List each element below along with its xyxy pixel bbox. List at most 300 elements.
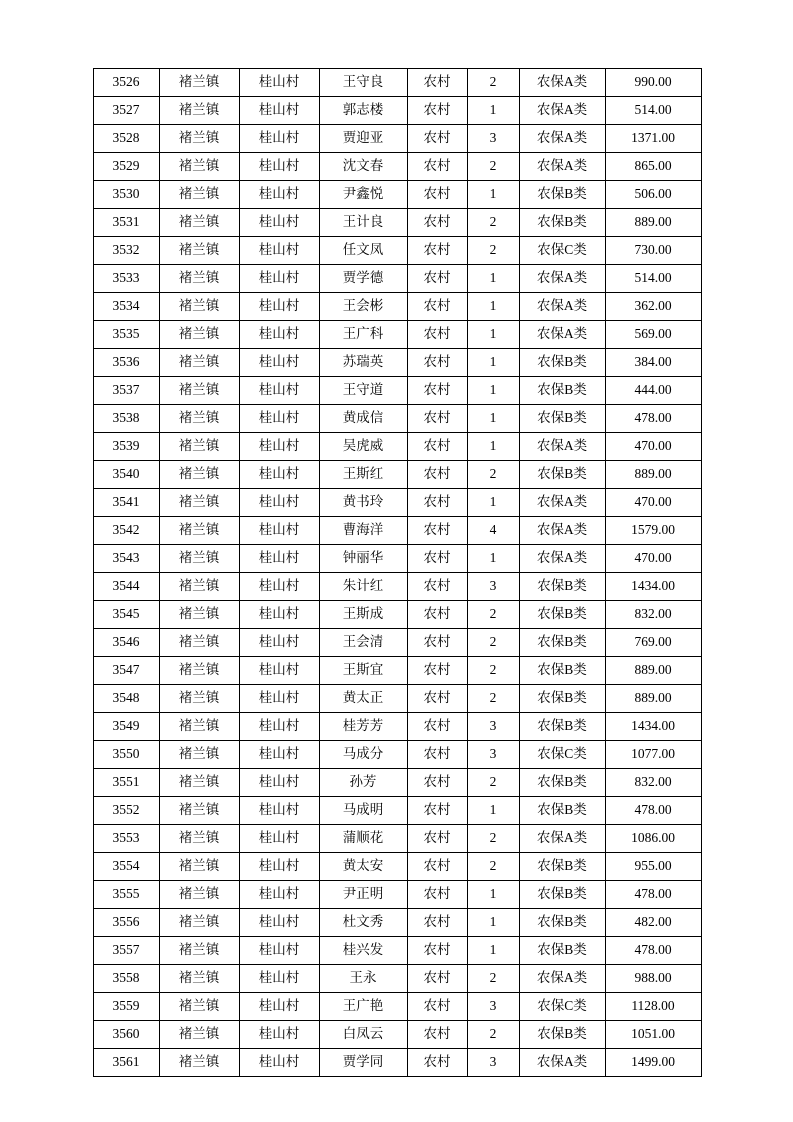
cell-category: 农保B类 <box>519 349 605 377</box>
table-row <box>93 1049 701 1077</box>
cell-seq: 3543 <box>93 545 159 573</box>
cell-category: 农保B类 <box>519 209 605 237</box>
cell-category: 农保B类 <box>519 713 605 741</box>
cell-category: 农保A类 <box>519 433 605 461</box>
table-row <box>93 769 701 797</box>
cell-village: 桂山村 <box>239 293 319 321</box>
cell-type: 农村 <box>407 629 467 657</box>
cell-town: 褚兰镇 <box>159 881 239 909</box>
cell-seq: 3560 <box>93 1021 159 1049</box>
cell-type: 农村 <box>407 293 467 321</box>
cell-town: 褚兰镇 <box>159 629 239 657</box>
cell-town: 褚兰镇 <box>159 237 239 265</box>
cell-type: 农村 <box>407 461 467 489</box>
cell-village: 桂山村 <box>239 209 319 237</box>
cell-type: 农村 <box>407 489 467 517</box>
cell-amount: 384.00 <box>605 349 701 377</box>
cell-amount: 569.00 <box>605 321 701 349</box>
cell-town: 褚兰镇 <box>159 713 239 741</box>
cell-category: 农保B类 <box>519 909 605 937</box>
cell-type: 农村 <box>407 181 467 209</box>
cell-village: 桂山村 <box>239 97 319 125</box>
cell-town: 褚兰镇 <box>159 209 239 237</box>
cell-village: 桂山村 <box>239 657 319 685</box>
cell-count: 2 <box>467 825 519 853</box>
cell-count: 2 <box>467 153 519 181</box>
cell-amount: 889.00 <box>605 461 701 489</box>
table-row <box>93 713 701 741</box>
cell-village: 桂山村 <box>239 965 319 993</box>
cell-category: 农保B类 <box>519 461 605 489</box>
cell-type: 农村 <box>407 881 467 909</box>
cell-village: 桂山村 <box>239 629 319 657</box>
cell-name: 沈文春 <box>319 153 407 181</box>
cell-amount: 955.00 <box>605 853 701 881</box>
cell-seq: 3554 <box>93 853 159 881</box>
cell-amount: 832.00 <box>605 601 701 629</box>
table-row <box>93 125 701 153</box>
cell-name: 马成明 <box>319 797 407 825</box>
cell-village: 桂山村 <box>239 937 319 965</box>
cell-seq: 3537 <box>93 377 159 405</box>
cell-type: 农村 <box>407 405 467 433</box>
table-row <box>93 1021 701 1049</box>
cell-village: 桂山村 <box>239 825 319 853</box>
table-row <box>93 377 701 405</box>
table-row <box>93 881 701 909</box>
table-row <box>93 181 701 209</box>
cell-town: 褚兰镇 <box>159 825 239 853</box>
cell-town: 褚兰镇 <box>159 265 239 293</box>
cell-count: 3 <box>467 125 519 153</box>
cell-type: 农村 <box>407 69 467 97</box>
cell-name: 黄成信 <box>319 405 407 433</box>
cell-name: 马成分 <box>319 741 407 769</box>
cell-name: 王斯宜 <box>319 657 407 685</box>
cell-town: 褚兰镇 <box>159 153 239 181</box>
cell-seq: 3527 <box>93 97 159 125</box>
cell-count: 1 <box>467 545 519 573</box>
cell-category: 农保B类 <box>519 405 605 433</box>
cell-amount: 988.00 <box>605 965 701 993</box>
cell-type: 农村 <box>407 797 467 825</box>
cell-seq: 3556 <box>93 909 159 937</box>
cell-town: 褚兰镇 <box>159 993 239 1021</box>
cell-town: 褚兰镇 <box>159 69 239 97</box>
cell-name: 贾学德 <box>319 265 407 293</box>
cell-seq: 3553 <box>93 825 159 853</box>
table-row <box>93 489 701 517</box>
cell-seq: 3547 <box>93 657 159 685</box>
cell-amount: 514.00 <box>605 97 701 125</box>
cell-seq: 3558 <box>93 965 159 993</box>
cell-category: 农保C类 <box>519 993 605 1021</box>
cell-count: 2 <box>467 629 519 657</box>
cell-amount: 482.00 <box>605 909 701 937</box>
cell-village: 桂山村 <box>239 993 319 1021</box>
cell-village: 桂山村 <box>239 489 319 517</box>
cell-count: 1 <box>467 909 519 937</box>
cell-category: 农保A类 <box>519 545 605 573</box>
cell-count: 1 <box>467 321 519 349</box>
subsidy-roster-table <box>93 68 702 1077</box>
cell-village: 桂山村 <box>239 769 319 797</box>
cell-category: 农保B类 <box>519 573 605 601</box>
cell-category: 农保A类 <box>519 293 605 321</box>
cell-seq: 3536 <box>93 349 159 377</box>
cell-count: 2 <box>467 461 519 489</box>
cell-amount: 1077.00 <box>605 741 701 769</box>
cell-seq: 3535 <box>93 321 159 349</box>
cell-count: 1 <box>467 489 519 517</box>
cell-seq: 3532 <box>93 237 159 265</box>
cell-village: 桂山村 <box>239 517 319 545</box>
cell-amount: 889.00 <box>605 657 701 685</box>
cell-amount: 470.00 <box>605 545 701 573</box>
cell-category: 农保A类 <box>519 97 605 125</box>
cell-count: 1 <box>467 181 519 209</box>
cell-type: 农村 <box>407 349 467 377</box>
cell-town: 褚兰镇 <box>159 853 239 881</box>
cell-seq: 3557 <box>93 937 159 965</box>
cell-category: 农保A类 <box>519 69 605 97</box>
cell-category: 农保A类 <box>519 1049 605 1077</box>
cell-type: 农村 <box>407 209 467 237</box>
cell-village: 桂山村 <box>239 1049 319 1077</box>
cell-type: 农村 <box>407 237 467 265</box>
cell-village: 桂山村 <box>239 461 319 489</box>
cell-seq: 3528 <box>93 125 159 153</box>
cell-seq: 3529 <box>93 153 159 181</box>
cell-village: 桂山村 <box>239 237 319 265</box>
cell-seq: 3540 <box>93 461 159 489</box>
cell-category: 农保B类 <box>519 377 605 405</box>
table-row <box>93 965 701 993</box>
cell-village: 桂山村 <box>239 265 319 293</box>
cell-town: 褚兰镇 <box>159 125 239 153</box>
cell-town: 褚兰镇 <box>159 321 239 349</box>
cell-count: 1 <box>467 349 519 377</box>
table-row <box>93 601 701 629</box>
table-row <box>93 69 701 97</box>
cell-name: 王守道 <box>319 377 407 405</box>
cell-type: 农村 <box>407 713 467 741</box>
cell-seq: 3555 <box>93 881 159 909</box>
cell-amount: 506.00 <box>605 181 701 209</box>
cell-name: 任文凤 <box>319 237 407 265</box>
table-row <box>93 545 701 573</box>
table-row <box>93 265 701 293</box>
cell-name: 王永 <box>319 965 407 993</box>
cell-name: 吴虎威 <box>319 433 407 461</box>
cell-amount: 1434.00 <box>605 573 701 601</box>
cell-type: 农村 <box>407 685 467 713</box>
cell-village: 桂山村 <box>239 909 319 937</box>
cell-name: 王会清 <box>319 629 407 657</box>
table-row <box>93 517 701 545</box>
cell-count: 2 <box>467 601 519 629</box>
cell-town: 褚兰镇 <box>159 769 239 797</box>
cell-town: 褚兰镇 <box>159 349 239 377</box>
cell-village: 桂山村 <box>239 181 319 209</box>
table-row <box>93 209 701 237</box>
cell-town: 褚兰镇 <box>159 685 239 713</box>
cell-amount: 865.00 <box>605 153 701 181</box>
cell-type: 农村 <box>407 125 467 153</box>
cell-village: 桂山村 <box>239 853 319 881</box>
cell-seq: 3546 <box>93 629 159 657</box>
cell-seq: 3538 <box>93 405 159 433</box>
cell-name: 蒲顺花 <box>319 825 407 853</box>
table-row <box>93 853 701 881</box>
cell-amount: 1434.00 <box>605 713 701 741</box>
cell-category: 农保B类 <box>519 657 605 685</box>
cell-count: 3 <box>467 993 519 1021</box>
cell-town: 褚兰镇 <box>159 797 239 825</box>
cell-town: 褚兰镇 <box>159 573 239 601</box>
table-row <box>93 629 701 657</box>
cell-type: 农村 <box>407 601 467 629</box>
cell-name: 钟丽华 <box>319 545 407 573</box>
cell-category: 农保A类 <box>519 321 605 349</box>
table-row <box>93 741 701 769</box>
cell-name: 王广艳 <box>319 993 407 1021</box>
cell-category: 农保B类 <box>519 181 605 209</box>
cell-name: 朱计红 <box>319 573 407 601</box>
cell-type: 农村 <box>407 1049 467 1077</box>
cell-type: 农村 <box>407 433 467 461</box>
table-container <box>93 68 701 1077</box>
cell-amount: 514.00 <box>605 265 701 293</box>
cell-count: 4 <box>467 517 519 545</box>
cell-seq: 3533 <box>93 265 159 293</box>
cell-count: 1 <box>467 405 519 433</box>
cell-town: 褚兰镇 <box>159 377 239 405</box>
table-row <box>93 825 701 853</box>
cell-village: 桂山村 <box>239 377 319 405</box>
table-row <box>93 405 701 433</box>
cell-count: 1 <box>467 797 519 825</box>
cell-amount: 444.00 <box>605 377 701 405</box>
cell-amount: 1371.00 <box>605 125 701 153</box>
table-row <box>93 937 701 965</box>
cell-category: 农保B类 <box>519 797 605 825</box>
cell-type: 农村 <box>407 853 467 881</box>
cell-count: 2 <box>467 209 519 237</box>
cell-category: 农保C类 <box>519 741 605 769</box>
cell-name: 杜文秀 <box>319 909 407 937</box>
cell-amount: 478.00 <box>605 937 701 965</box>
cell-type: 农村 <box>407 741 467 769</box>
cell-category: 农保A类 <box>519 265 605 293</box>
cell-amount: 1579.00 <box>605 517 701 545</box>
table-row <box>93 909 701 937</box>
table-row <box>93 237 701 265</box>
table-row <box>93 293 701 321</box>
cell-name: 苏瑞英 <box>319 349 407 377</box>
cell-amount: 478.00 <box>605 881 701 909</box>
cell-type: 农村 <box>407 993 467 1021</box>
cell-town: 褚兰镇 <box>159 601 239 629</box>
cell-type: 农村 <box>407 265 467 293</box>
cell-amount: 769.00 <box>605 629 701 657</box>
cell-count: 2 <box>467 237 519 265</box>
cell-amount: 1051.00 <box>605 1021 701 1049</box>
cell-category: 农保A类 <box>519 517 605 545</box>
cell-category: 农保B类 <box>519 601 605 629</box>
cell-village: 桂山村 <box>239 405 319 433</box>
cell-name: 王计良 <box>319 209 407 237</box>
cell-name: 贾迎亚 <box>319 125 407 153</box>
cell-type: 农村 <box>407 825 467 853</box>
cell-name: 白凤云 <box>319 1021 407 1049</box>
cell-name: 王广科 <box>319 321 407 349</box>
cell-village: 桂山村 <box>239 545 319 573</box>
cell-count: 1 <box>467 265 519 293</box>
cell-name: 尹鑫悦 <box>319 181 407 209</box>
cell-type: 农村 <box>407 573 467 601</box>
cell-seq: 3548 <box>93 685 159 713</box>
cell-town: 褚兰镇 <box>159 181 239 209</box>
cell-seq: 3549 <box>93 713 159 741</box>
cell-count: 1 <box>467 433 519 461</box>
cell-count: 1 <box>467 937 519 965</box>
table-row <box>93 993 701 1021</box>
cell-amount: 1128.00 <box>605 993 701 1021</box>
cell-amount: 832.00 <box>605 769 701 797</box>
cell-category: 农保B类 <box>519 629 605 657</box>
cell-amount: 889.00 <box>605 685 701 713</box>
cell-town: 褚兰镇 <box>159 937 239 965</box>
cell-village: 桂山村 <box>239 797 319 825</box>
cell-seq: 3552 <box>93 797 159 825</box>
cell-seq: 3531 <box>93 209 159 237</box>
cell-category: 农保B类 <box>519 937 605 965</box>
cell-count: 3 <box>467 741 519 769</box>
cell-name: 贾学同 <box>319 1049 407 1077</box>
cell-category: 农保A类 <box>519 489 605 517</box>
cell-amount: 362.00 <box>605 293 701 321</box>
cell-count: 2 <box>467 965 519 993</box>
cell-amount: 889.00 <box>605 209 701 237</box>
cell-name: 曹海洋 <box>319 517 407 545</box>
cell-name: 桂芳芳 <box>319 713 407 741</box>
cell-count: 2 <box>467 769 519 797</box>
cell-type: 农村 <box>407 377 467 405</box>
cell-name: 黄太正 <box>319 685 407 713</box>
cell-type: 农村 <box>407 321 467 349</box>
table-row <box>93 433 701 461</box>
cell-type: 农村 <box>407 657 467 685</box>
cell-seq: 3539 <box>93 433 159 461</box>
cell-seq: 3530 <box>93 181 159 209</box>
cell-village: 桂山村 <box>239 321 319 349</box>
table-row <box>93 657 701 685</box>
cell-town: 褚兰镇 <box>159 1049 239 1077</box>
cell-count: 2 <box>467 69 519 97</box>
cell-name: 黄太安 <box>319 853 407 881</box>
cell-count: 2 <box>467 685 519 713</box>
cell-count: 2 <box>467 1021 519 1049</box>
cell-amount: 730.00 <box>605 237 701 265</box>
cell-name: 郭志楼 <box>319 97 407 125</box>
cell-category: 农保B类 <box>519 685 605 713</box>
cell-town: 褚兰镇 <box>159 293 239 321</box>
cell-village: 桂山村 <box>239 713 319 741</box>
cell-town: 褚兰镇 <box>159 545 239 573</box>
cell-amount: 478.00 <box>605 797 701 825</box>
cell-village: 桂山村 <box>239 601 319 629</box>
cell-category: 农保A类 <box>519 125 605 153</box>
cell-amount: 470.00 <box>605 433 701 461</box>
cell-seq: 3551 <box>93 769 159 797</box>
cell-type: 农村 <box>407 909 467 937</box>
cell-amount: 1499.00 <box>605 1049 701 1077</box>
cell-village: 桂山村 <box>239 433 319 461</box>
cell-seq: 3550 <box>93 741 159 769</box>
cell-type: 农村 <box>407 545 467 573</box>
cell-count: 3 <box>467 713 519 741</box>
cell-type: 农村 <box>407 517 467 545</box>
cell-category: 农保A类 <box>519 153 605 181</box>
cell-town: 褚兰镇 <box>159 965 239 993</box>
cell-category: 农保B类 <box>519 881 605 909</box>
cell-town: 褚兰镇 <box>159 433 239 461</box>
cell-seq: 3534 <box>93 293 159 321</box>
cell-name: 王斯成 <box>319 601 407 629</box>
cell-count: 2 <box>467 853 519 881</box>
cell-village: 桂山村 <box>239 125 319 153</box>
cell-name: 桂兴发 <box>319 937 407 965</box>
cell-seq: 3561 <box>93 1049 159 1077</box>
cell-amount: 478.00 <box>605 405 701 433</box>
cell-name: 孙芳 <box>319 769 407 797</box>
cell-town: 褚兰镇 <box>159 461 239 489</box>
cell-seq: 3541 <box>93 489 159 517</box>
cell-count: 1 <box>467 97 519 125</box>
cell-seq: 3542 <box>93 517 159 545</box>
table-row <box>93 153 701 181</box>
cell-town: 褚兰镇 <box>159 517 239 545</box>
cell-village: 桂山村 <box>239 349 319 377</box>
table-row <box>93 573 701 601</box>
cell-village: 桂山村 <box>239 741 319 769</box>
cell-village: 桂山村 <box>239 1021 319 1049</box>
cell-amount: 990.00 <box>605 69 701 97</box>
cell-village: 桂山村 <box>239 573 319 601</box>
cell-count: 1 <box>467 881 519 909</box>
cell-town: 褚兰镇 <box>159 97 239 125</box>
cell-village: 桂山村 <box>239 69 319 97</box>
table-row <box>93 97 701 125</box>
cell-seq: 3526 <box>93 69 159 97</box>
table-row <box>93 685 701 713</box>
cell-amount: 470.00 <box>605 489 701 517</box>
cell-name: 王守良 <box>319 69 407 97</box>
cell-amount: 1086.00 <box>605 825 701 853</box>
cell-seq: 3544 <box>93 573 159 601</box>
table-body <box>93 69 701 1077</box>
cell-name: 王会彬 <box>319 293 407 321</box>
cell-count: 2 <box>467 657 519 685</box>
cell-category: 农保B类 <box>519 853 605 881</box>
cell-type: 农村 <box>407 937 467 965</box>
cell-count: 1 <box>467 377 519 405</box>
table-row <box>93 349 701 377</box>
cell-type: 农村 <box>407 1021 467 1049</box>
cell-name: 黄书玲 <box>319 489 407 517</box>
cell-category: 农保A类 <box>519 965 605 993</box>
